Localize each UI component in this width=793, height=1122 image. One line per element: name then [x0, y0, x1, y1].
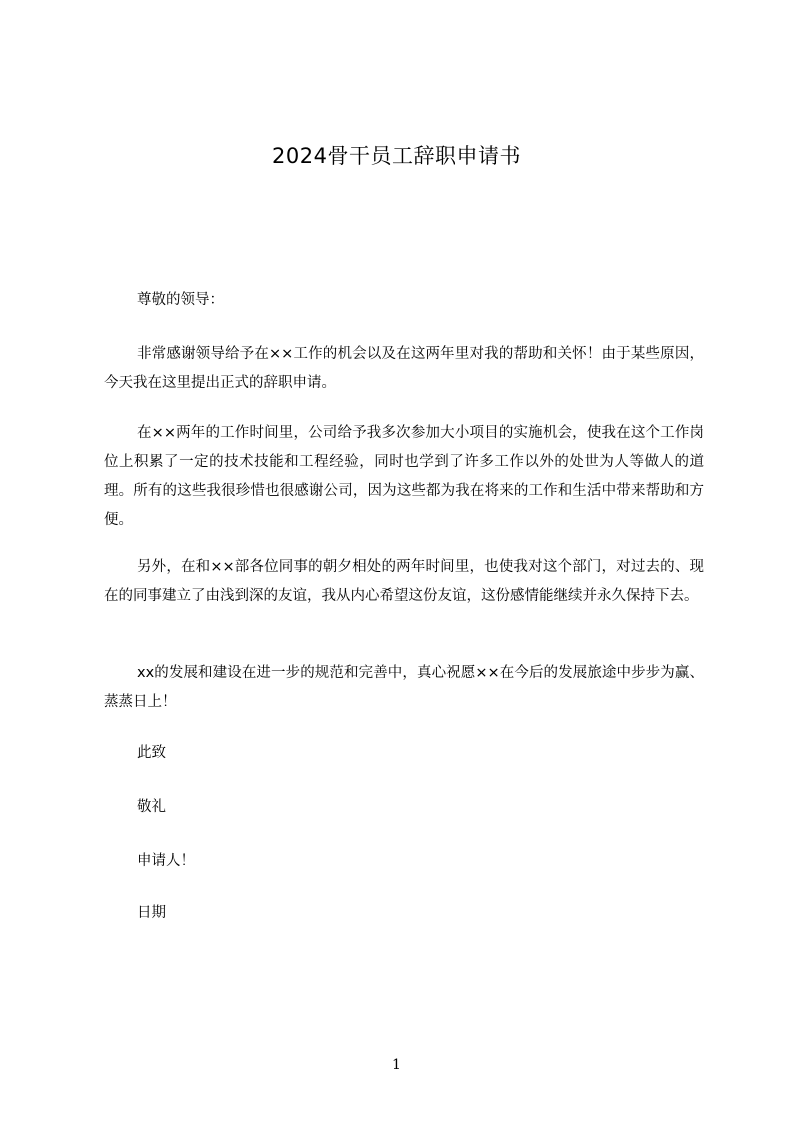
salutation: 尊敬的领导： [137, 292, 224, 308]
paragraph-3: 另外，在和××部各位同事的朝夕相处的两年时间里，也使我对这个部门，对过去的、现在的同事建立了由浅到深的友谊，我从内心希望这份友谊，这份感情能继续并永久保持下去。 [104, 559, 704, 604]
date-label: 日期 [137, 905, 166, 921]
applicant-label: 申请人！ [137, 853, 195, 869]
closing-jingli: 敬礼 [137, 799, 166, 815]
closing-cizhi: 此致 [137, 745, 166, 761]
paragraph-3-block [104, 553, 704, 611]
document-title: 2024骨干员工辞职申请书 [272, 144, 521, 168]
paragraph-4-block [104, 659, 704, 717]
paragraph-1: 非常感谢领导给予在××工作的机会以及在这两年里对我的帮助和关怀！由于某些原因，今天我在这里提出正式的辞职申请。 [104, 346, 704, 391]
paragraph-2: 在××两年的工作时间里，公司给予我多次参加大小项目的实施机会，使我在这个工作岗位上积累了一定的技术技能和工程经验，同时也学到了许多工作以外的处世为人等做人的道理。所有的这些我很珍惜也很感谢公司，因为这些都为我在将来的工作和生活中带来帮助和方便。 [104, 425, 704, 528]
page-number: 1 [392, 1057, 401, 1073]
paragraph-4: xx的发展和建设在进一步的规范和完善中，真心祝愿××在今后的发展旅途中步步为赢、蒸蒸日上！ [104, 665, 704, 710]
paragraph-1-block [104, 340, 704, 398]
paragraph-2-block [104, 419, 704, 535]
